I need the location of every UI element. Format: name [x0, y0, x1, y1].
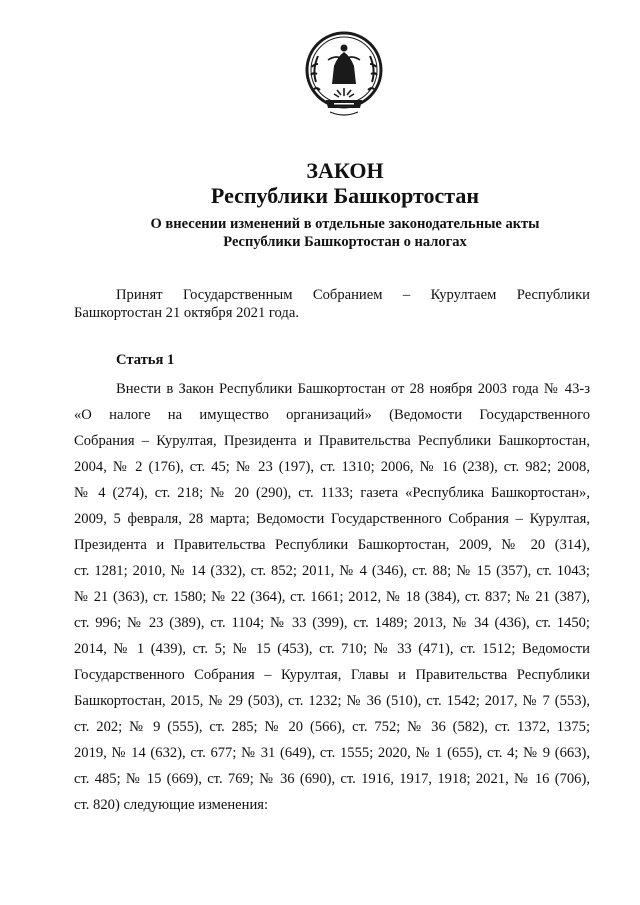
article-line: Президента и Правительства Республики Башкортостан, 2009, № 20 (314), — [74, 537, 590, 553]
law-heading-line-2: Республики Башкортостан о налогах — [223, 234, 467, 250]
article-line: ст. 820) следующие изменения: — [74, 797, 269, 813]
article-line: ст. 202; № 9 (555), ст. 285; № 20 (566), ст. 752; № 36 (582), ст. 1372, 1375; — [74, 719, 590, 735]
article-line: Башкортостан, 2015, № 29 (503), ст. 1232; № 36 (510), ст. 1542; 2017, № 7 (553), — [74, 693, 590, 709]
article-line: № 21 (363), ст. 1580; № 22 (364), ст. 1661; 2012, № 18 (384), ст. 837; № 21 (387), — [74, 589, 590, 605]
article-line: № 4 (274), ст. 218; № 20 (290), ст. 1133; газета «Республика Башкортостан», — [74, 485, 590, 501]
article-line: «О налоге на имущество организаций» (Ведомости Государственного — [74, 407, 590, 423]
article-line: ст. 485; № 15 (669), ст. 769; № 36 (690), ст. 1916, 1917, 1918; 2021, № 16 (706), — [74, 771, 590, 787]
article-line: 2019, № 14 (632), ст. 677; № 31 (649), ст. 1555; 2020, № 1 (655), ст. 4; № 9 (663), — [74, 745, 590, 761]
article-line: ст. 996; № 23 (389), ст. 1104; № 33 (399), ст. 1489; 2013, № 34 (436), ст. 1450; — [74, 615, 590, 631]
article-line: 2009, 5 февраля, 28 марта; Ведомости Государственного Собрания – Курултая, — [74, 511, 590, 527]
article-line: ст. 1281; 2010, № 14 (332), ст. 852; 2011, № 4 (346), ст. 88; № 15 (357), ст. 1043; — [74, 563, 590, 579]
document-title: ЗАКОН — [306, 158, 384, 183]
article-line: Государственного Собрания – Курултая, Главы и Правительства Республики — [74, 667, 590, 683]
adoption-line-1: Принят Государственным Собранием – Курултаем Республики — [116, 287, 590, 303]
article-title: Статья 1 — [116, 352, 175, 368]
article-line: Собрания – Курултая, Президента и Правительства Республики Башкортостан, — [74, 433, 590, 449]
adoption-line-2: Башкортостан 21 октября 2021 года. — [74, 305, 299, 321]
coat-of-arms-icon — [304, 30, 384, 126]
article-line: 2014, № 1 (439), ст. 5; № 15 (453), ст. 710; № 33 (471), ст. 1512; Ведомости — [74, 641, 590, 657]
law-heading-line-1: О внесении изменений в отдельные законодательные акты — [150, 216, 540, 232]
article-line: Внести в Закон Республики Башкортостан от 28 ноября 2003 года № 43-з — [116, 381, 590, 397]
document-subtitle: Республики Башкортостан — [210, 183, 480, 208]
article-line: 2004, № 2 (176), ст. 45; № 23 (197), ст. 1310; 2006, № 16 (238), ст. 982; 2008, — [74, 459, 590, 475]
